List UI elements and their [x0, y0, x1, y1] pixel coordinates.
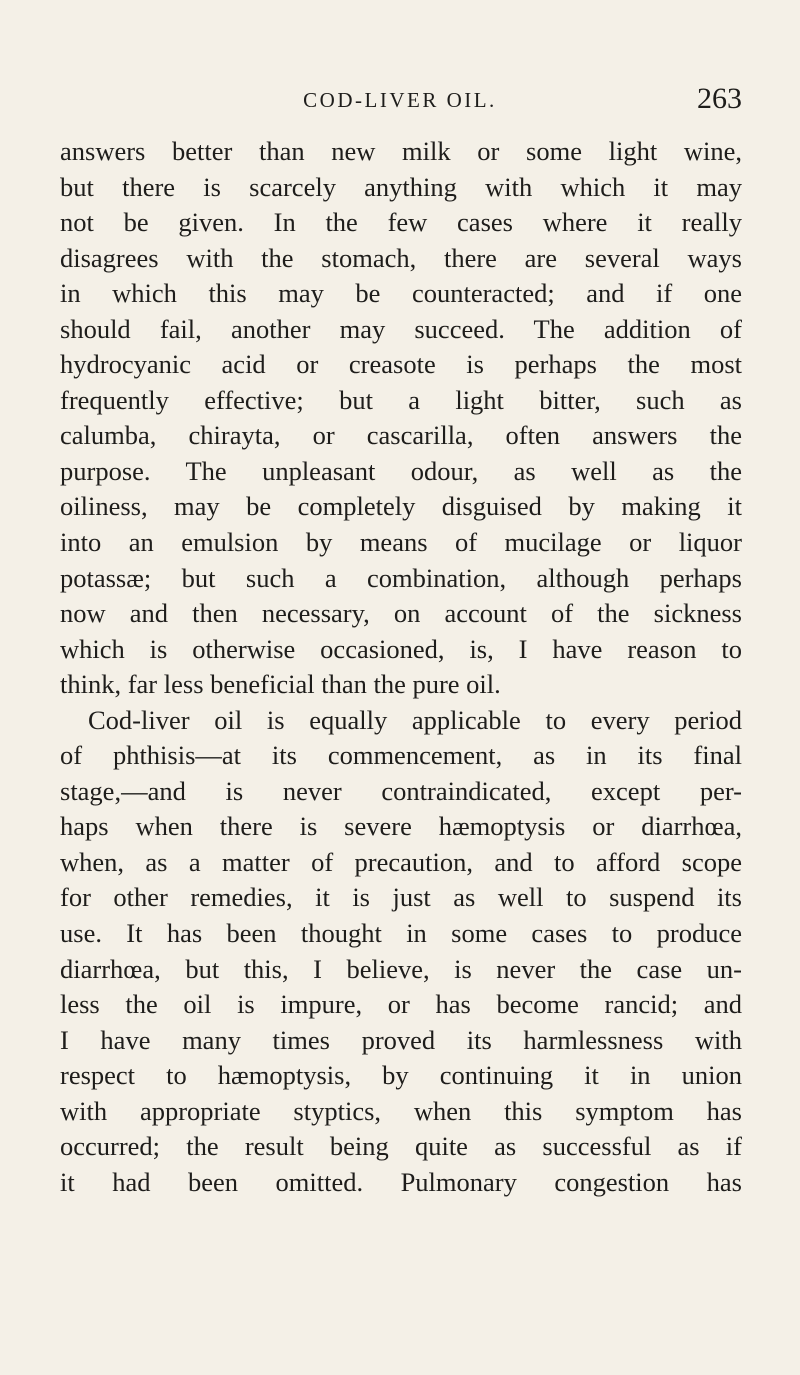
text-line: occurred; the result being quite as successful as if [60, 1131, 742, 1162]
text-line: I have many times proved its harmlessness with [60, 1024, 742, 1055]
running-title: COD-LIVER OIL. [303, 88, 497, 112]
text-line: should fail, another may succeed. The addition of [60, 313, 742, 344]
text-line: it had been omitted. Pulmonary congestion has [60, 1166, 742, 1197]
text-line: think, far less beneficial than the pure oil. [60, 669, 501, 700]
text-line: when, as a matter of precaution, and to afford scope [60, 846, 742, 877]
text-line: calumba, chirayta, or cascarilla, often answers the [60, 420, 742, 451]
text-line: oiliness, may be completely disguised by making it [60, 491, 742, 522]
text-line: which is otherwise occasioned, is, I have reason to [60, 633, 742, 664]
page-number: 263 [697, 82, 742, 115]
text-line: but there is scarcely anything with which it may [60, 171, 742, 202]
text-line: disagrees with the stomach, there are several ways [60, 242, 742, 273]
text-line: Cod-liver oil is equally applicable to every period [88, 704, 742, 735]
text-line: respect to hæmoptysis, by continuing it in union [60, 1060, 742, 1091]
text-line: haps when there is severe hæmoptysis or diarrhœa, [60, 811, 742, 842]
body-text [60, 134, 742, 1200]
text-line: for other remedies, it is just as well to suspend its [60, 882, 742, 913]
text-line: hydrocyanic acid or creasote is perhaps the most [60, 349, 742, 380]
text-line: frequently effective; but a light bitter, such as [60, 384, 742, 415]
text-line: with appropriate styptics, when this symptom has [60, 1095, 742, 1126]
text-line: potassæ; but such a combination, although perhaps [60, 562, 742, 593]
text-line: not be given. In the few cases where it really [60, 207, 742, 238]
text-line: of phthisis—at its commencement, as in its final [60, 740, 742, 771]
text-line: answers better than new milk or some light wine, [60, 136, 742, 166]
text-line: diarrhœa, but this, I believe, is never the case un- [60, 953, 742, 984]
text-line: purpose. The unpleasant odour, as well as the [60, 455, 742, 486]
text-line: into an emulsion by means of mucilage or liquor [60, 527, 742, 558]
text-line: use. It has been thought in some cases to produce [60, 918, 742, 949]
running-head [0, 82, 800, 118]
text-line: now and then necessary, on account of the sickness [60, 598, 742, 629]
text-line: stage,—and is never contraindicated, except per- [60, 775, 742, 806]
text-line: in which this may be counteracted; and if one [60, 278, 742, 309]
text-line: less the oil is impure, or has become rancid; and [60, 989, 742, 1020]
